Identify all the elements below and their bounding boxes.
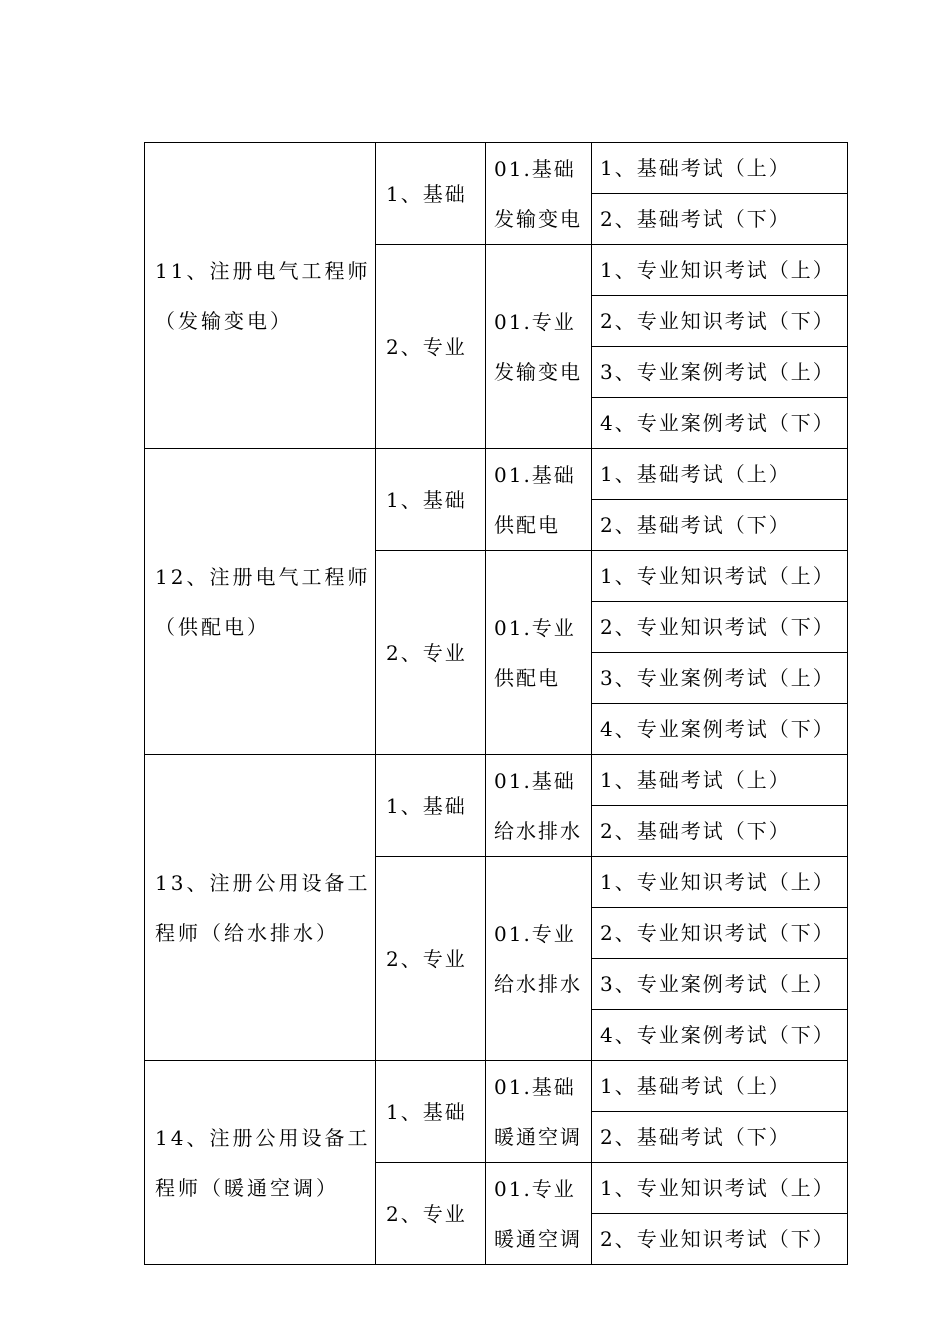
subject-code: 01.基础暖通空调: [494, 1074, 582, 1149]
qualification-title-cell: [145, 143, 376, 449]
exam-name-cell: 2、基础考试（下）: [592, 1112, 848, 1163]
exam-table-body: [145, 143, 848, 1265]
exam-name-cell: 2、专业知识考试（下）: [592, 296, 848, 347]
exam-name-cell: 2、专业知识考试（下）: [592, 1214, 848, 1265]
subject-code: 01.专业发输变电: [494, 309, 582, 384]
exam-name-cell: 4、专业案例考试（下）: [592, 1010, 848, 1061]
exam-name-cell: 2、专业知识考试（下）: [592, 908, 848, 959]
qualification-title: 11、注册电气工程师（发输变电）: [155, 258, 371, 333]
table-row: [145, 449, 848, 500]
subject-code: 01.基础发输变电: [494, 156, 582, 231]
exam-name-cell: 4、专业案例考试（下）: [592, 398, 848, 449]
exam-name-cell: 2、基础考试（下）: [592, 194, 848, 245]
exam-name-cell: 3、专业案例考试（上）: [592, 347, 848, 398]
exam-name-cell: 1、专业知识考试（上）: [592, 1163, 848, 1214]
exam-name-cell: 1、专业知识考试（上）: [592, 857, 848, 908]
qualification-title: 14、注册公用设备工程师（暖通空调）: [155, 1125, 371, 1200]
table-row: [145, 755, 848, 806]
exam-name-cell: 3、专业案例考试（上）: [592, 653, 848, 704]
table-row: [145, 143, 848, 194]
subject-code-cell: [486, 1061, 592, 1163]
subject-code-cell: [486, 857, 592, 1061]
level-cell: 2、专业: [376, 551, 486, 755]
exam-name-cell: 2、专业知识考试（下）: [592, 602, 848, 653]
exam-name-cell: 1、基础考试（上）: [592, 755, 848, 806]
level-cell: 2、专业: [376, 245, 486, 449]
qualification-title-cell: [145, 449, 376, 755]
exam-name-cell: 1、基础考试（上）: [592, 449, 848, 500]
level-cell: 1、基础: [376, 449, 486, 551]
subject-code: 01.专业供配电: [494, 615, 576, 690]
subject-code: 01.基础给水排水: [494, 768, 582, 843]
level-cell: 1、基础: [376, 1061, 486, 1163]
subject-code-cell: [486, 1163, 592, 1265]
subject-code: 01.基础供配电: [494, 462, 576, 537]
subject-code: 01.专业暖通空调: [494, 1176, 582, 1251]
exam-name-cell: 2、基础考试（下）: [592, 806, 848, 857]
exam-name-cell: 1、专业知识考试（上）: [592, 245, 848, 296]
exam-name-cell: 1、基础考试（上）: [592, 143, 848, 194]
qualification-title: 13、注册公用设备工程师（给水排水）: [155, 870, 371, 945]
subject-code-cell: [486, 245, 592, 449]
qualification-title-cell: [145, 755, 376, 1061]
level-cell: 2、专业: [376, 857, 486, 1061]
exam-name-cell: 3、专业案例考试（上）: [592, 959, 848, 1010]
subject-code-cell: [486, 449, 592, 551]
table-row: [145, 1061, 848, 1112]
exam-subject-table: [144, 142, 848, 1265]
subject-code-cell: [486, 551, 592, 755]
level-cell: 2、专业: [376, 1163, 486, 1265]
exam-name-cell: 2、基础考试（下）: [592, 500, 848, 551]
exam-name-cell: 4、专业案例考试（下）: [592, 704, 848, 755]
level-cell: 1、基础: [376, 755, 486, 857]
subject-code-cell: [486, 755, 592, 857]
exam-name-cell: 1、专业知识考试（上）: [592, 551, 848, 602]
qualification-title: 12、注册电气工程师（供配电）: [155, 564, 371, 639]
subject-code: 01.专业给水排水: [494, 921, 582, 996]
qualification-title-cell: [145, 1061, 376, 1265]
exam-name-cell: 1、基础考试（上）: [592, 1061, 848, 1112]
level-cell: 1、基础: [376, 143, 486, 245]
subject-code-cell: [486, 143, 592, 245]
